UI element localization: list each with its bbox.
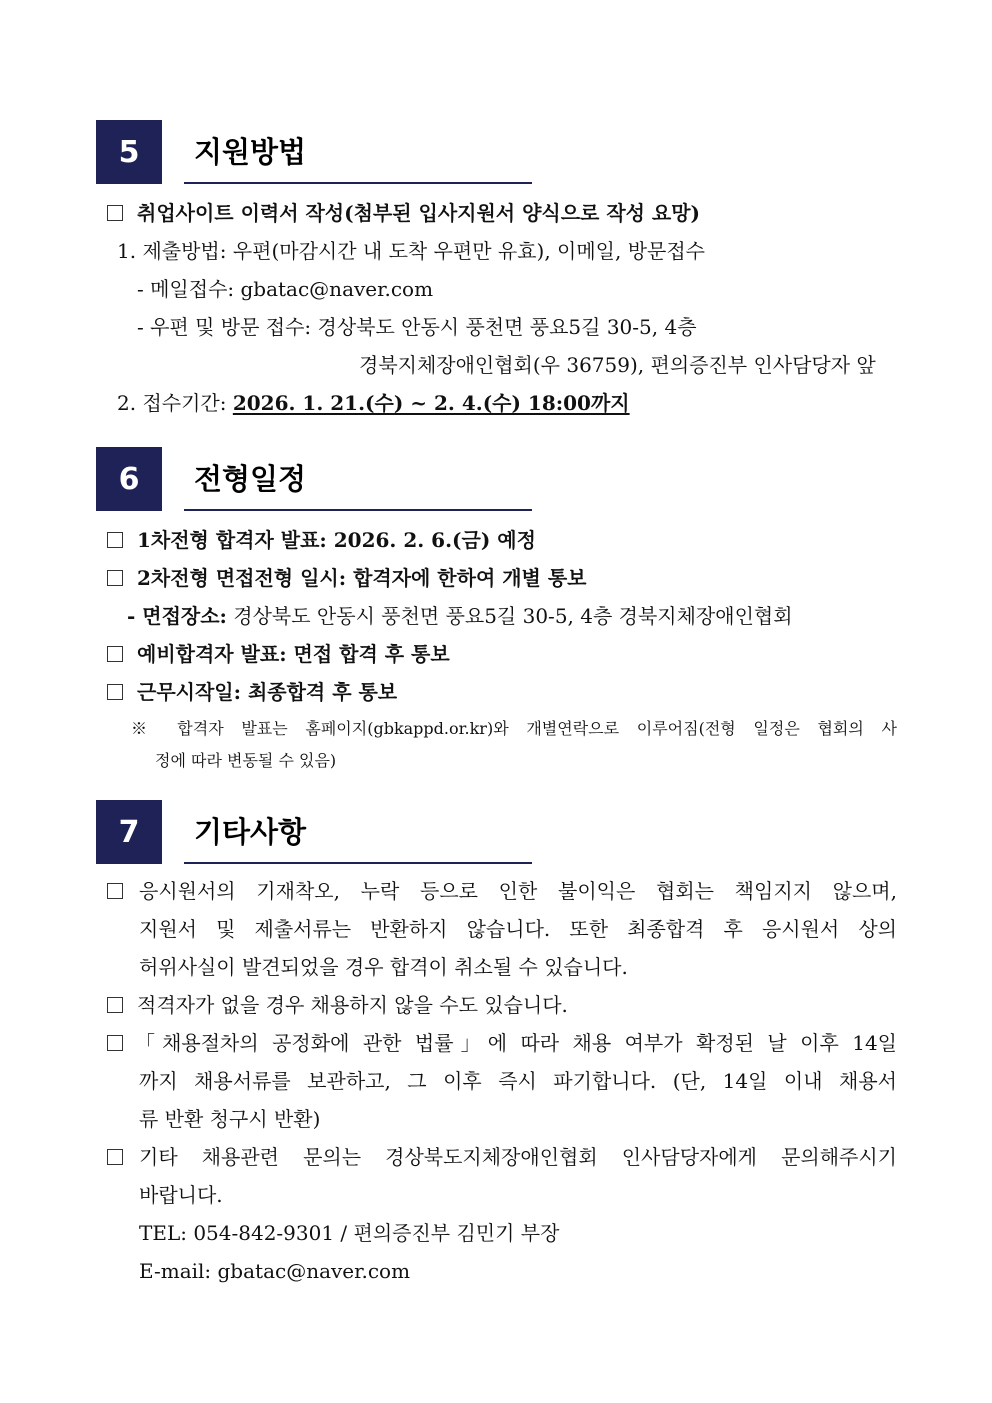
note-line-2: 정에 따라 변동될 수 있음) [155,751,337,770]
section-6-title: 전형일정 [194,462,307,496]
checkbox-icon [107,878,137,904]
checkbox-icon [107,684,123,700]
section-5-title: 지원방법 [194,135,307,169]
section-7-title: 기타사항 [194,815,307,849]
checkbox-icon [107,570,123,586]
other-item-3-line-2: 까지 채용서류를 보관하고, 그 이후 즉시 파기합니다. (단, 14일 이내 채용서 [139,1069,897,1093]
section-6-underline [184,509,532,511]
item-text: 취업사이트 이력서 작성(첨부된 입사지원서 양식으로 작성 요망) [137,201,701,225]
checkbox-icon [107,1035,123,1051]
section-5-header [96,120,532,184]
contact-tel: TEL: 054-842-9301 / 편의증진부 김민기 부장 [139,1221,560,1245]
checkbox-icon [107,646,123,662]
section-5-underline [184,182,532,184]
interview-location-label: - 면접장소: [127,604,227,628]
section-6-header [96,447,532,511]
section-7-number: 7 [96,800,162,864]
reserve-announcement [107,641,450,667]
submission-period [117,390,630,416]
section-5-number: 5 [96,120,162,184]
other-item-1-line-3: 허위사실이 발견되었을 경우 합격이 취소될 수 있습니다. [139,955,628,979]
item-text: 1차전형 합격자 발표: 2026. 2. 6.(금) 예정 [137,528,536,552]
section-7-underline [184,862,532,864]
post-visit-submission: - 우편 및 방문 접수: 경상북도 안동시 풍천면 풍요5길 30-5, 4층 [137,315,697,339]
section-6-number: 6 [96,447,162,511]
item-text: 2차전형 면접전형 일시: 합격자에 한하여 개별 통보 [137,566,587,590]
section-7-header [96,800,532,864]
interview-location-value: 경상북도 안동시 풍천면 풍요5길 30-5, 4층 경북지체장애인협회 [226,604,793,628]
interview-location [127,603,793,629]
other-item-3-line-1: 「채용절차의 공정화에 관한 법률」에 따라 채용 여부가 확정된 날 이후 14일 [135,1031,897,1055]
submission-period-label: 2. 접수기간: [117,391,233,415]
checkbox-icon [107,997,123,1013]
other-item-2 [107,992,568,1018]
item-text: 적격자가 없을 경우 채용하지 않을 수도 있습니다. [137,993,568,1017]
other-item-1-line-2: 지원서 및 제출서류는 반환하지 않습니다. 또한 최종합격 후 응시원서 상의 [139,917,897,941]
other-item-3-line-3: 류 반환 청구시 반환) [139,1107,321,1131]
contact-email: E-mail: gbatac@naver.com [139,1259,411,1283]
item-text: 예비합격자 발표: 면접 합격 후 통보 [137,642,450,666]
first-round-announcement [107,527,536,553]
note-line-1: ※ 합격자 발표는 홈페이지(gbkappd.or.kr)와 개별연락으로 이루어짐(전형 일정은 협회의 사 [131,719,897,738]
checkbox-icon [107,1144,137,1170]
other-item-4-line-2: 바랍니다. [139,1183,223,1207]
other-item-4-line-1: 기타 채용관련 문의는 경상북도지체장애인협회 인사담당자에게 문의해주시기 [139,1145,897,1169]
post-visit-address: 경북지체장애인협회(우 36759), 편의증진부 인사담당자 앞 [359,353,876,377]
submission-method: 1. 제출방법: 우편(마감시간 내 도착 우편만 유효), 이메일, 방문접수 [117,239,705,263]
work-start-date [107,679,397,705]
checkbox-icon [107,532,123,548]
submission-period-value: 2026. 1. 21.(수) ~ 2. 4.(수) 18:00까지 [232,391,630,415]
second-round-interview [107,565,586,591]
section-5-item-heading [107,200,700,226]
checkbox-icon [107,205,123,221]
checkbox-icon [107,1030,137,1056]
checkbox-icon [107,1149,123,1165]
item-text: 근무시작일: 최종합격 후 통보 [137,680,398,704]
other-item-1-line-1: 응시원서의 기재착오, 누락 등으로 인한 불이익은 협회는 책임지지 않으며, [139,879,897,903]
checkbox-icon [107,883,123,899]
email-submission: - 메일접수: gbatac@naver.com [137,277,434,301]
